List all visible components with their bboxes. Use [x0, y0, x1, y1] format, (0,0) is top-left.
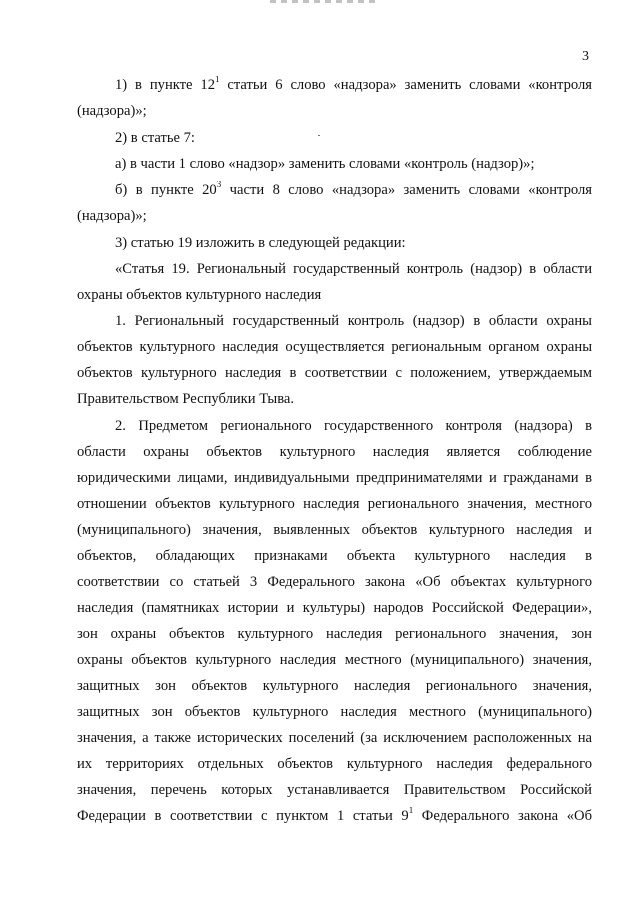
text-line: их территориях отдельных объектов культурного наследия федерального — [77, 756, 592, 772]
superscript: 1 — [215, 76, 220, 85]
text-line — [77, 807, 592, 825]
article-heading: охраны объектов культурного наследия — [77, 287, 322, 303]
text-line: отношении объектов культурного наследия регионального значения, местного — [77, 496, 592, 512]
text-line: зон охраны объектов культурного наследия регионального значения, зон — [77, 626, 592, 642]
text-fragment: части 8 слово «надзора» заменить словами «контроля — [221, 182, 592, 198]
text-line — [115, 76, 592, 94]
text-fragment: Федерального закона «Об — [413, 808, 592, 824]
text-fragment: б) в пункте 20 — [115, 182, 217, 198]
text-line: объектов культурного наследия в соответствии с положением, утверждаемым — [77, 365, 592, 381]
superscript: 3 — [216, 181, 222, 190]
text-line: (надзора)»; — [77, 103, 147, 119]
text-line: объектов культурного наследия осуществляется региональным органом охраны — [77, 339, 592, 355]
text-line: 3) статью 19 изложить в следующей редакции: — [115, 235, 406, 251]
text-line: 1. Региональный государственный контроль (надзор) в области охраны — [115, 313, 592, 329]
text-line: защитных зон объектов культурного наследия местного (муниципального) — [77, 704, 592, 720]
text-line: области охраны объектов культурного наследия является соблюдение — [77, 444, 592, 460]
text-line: наследия (памятниках истории и культуры) народов Российской Федерации», — [77, 600, 592, 616]
text-line: значения, перечень которых устанавливается Правительством Российской — [77, 782, 592, 798]
text-line: (муниципального) значения, выявленных объектов культурного наследия и — [77, 522, 592, 538]
article-heading: «Статья 19. Региональный государственный контроль (надзор) в области — [115, 261, 592, 277]
text-line: 2) в статье 7: — [115, 130, 195, 146]
text-fragment: Федерации в соответствии с пунктом 1 статьи 9 — [77, 808, 409, 824]
superscript: 1 — [408, 807, 414, 816]
text-line: охраны объектов культурного наследия местного (муниципального) значения, — [77, 652, 592, 668]
text-line: значения, а также исторических поселений (за исключением расположенных на — [77, 730, 592, 746]
text-line: а) в части 1 слово «надзор» заменить словами «контроль (надзор)»; — [115, 156, 535, 172]
text-fragment: 1) в пункте 12 — [115, 77, 215, 93]
text-line: 2. Предметом регионального государственного контроля (надзора) в — [115, 418, 592, 434]
page-number: 3 — [582, 49, 589, 64]
text-line: защитных зон объектов культурного наследия регионального значения, — [77, 678, 592, 694]
text-line: (надзора)»; — [77, 208, 147, 224]
text-line: соответствии со статьей 3 Федерального закона «Об объектах культурного — [77, 574, 592, 590]
text-line: Правительством Республики Тыва. — [77, 391, 295, 407]
scan-artifact — [270, 0, 380, 3]
text-fragment: статьи 6 слово «надзора» заменить словами «контроля — [219, 77, 592, 93]
text-line — [115, 181, 592, 199]
text-line: объектов, обладающих признаками объекта культурного наследия в — [77, 548, 592, 564]
text-line: юридическими лицами, индивидуальными предпринимателями и гражданами в — [77, 470, 592, 486]
